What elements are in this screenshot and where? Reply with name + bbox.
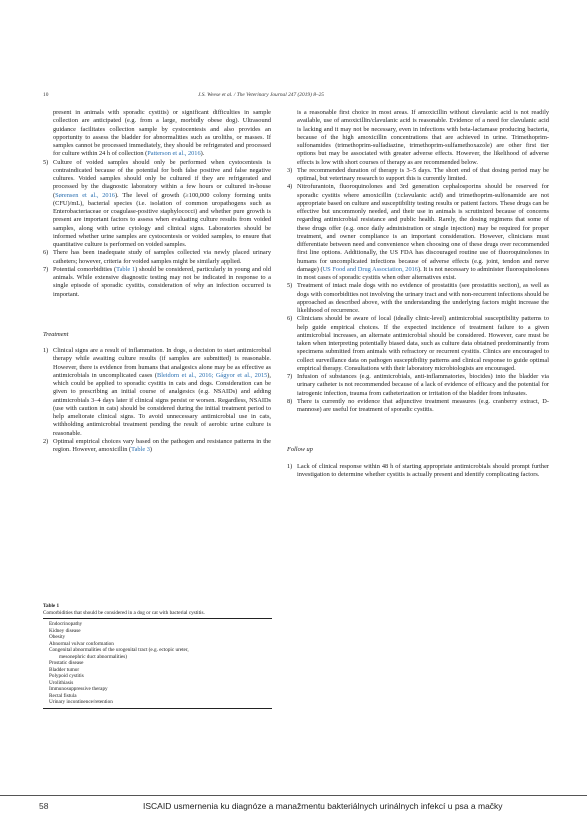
section-heading-treatment: Treatment [43, 330, 69, 338]
list-item-7: 7) Infusion of substances (e.g. antimicrobials, anti-inflammatories, biocides) into the bladder via urinary catheter is not recommended because of a lack of evidence of efficacy and the potential for iatrogenic infection, trauma from catheterization or irritation of the bladder from infusates. [287, 373, 549, 397]
list-item-6: 6) There has been inadequate study of samples collected via newly placed urinary catheters; however, criteria for voided samples might be similarly applied. [43, 249, 271, 265]
footer-title: ISCAID usmernenia ku diagnóze a manažmentu bakteriálnych urinálnych infekcí u psa a mačky [143, 801, 503, 811]
list-item-5: 5) Culture of voided samples should only be performed when cystocentesis is contraindicated because of the potential for both false positive and false negative cultures. Voided samples should only be cultured if they are refrigerated and processed by the diagnostic laboratory within a few hours or cultured in-house (Sørensen et al., 2016). The level of growth (≥100,000 colony forming units (CFU)/mL), bacterial species (i.e. isolation of common uropathogens such as Enterobacteriaceae or coagulase-positive staphylococci) and whether pure growth is present are important factors to assess when evaluating culture results from voided samples, along with urine cytology and clinical signs. Laboratories should be informed whether urine samples are cystocentesis or voided samples, to ensure that quantitative culture is performed on voided samples. [43, 158, 271, 248]
table-row: Urinary incontinence/retention [49, 699, 113, 705]
list-item-8: 8) There is currently no evidence that adjunctive treatment measures (e.g. cranberry extract, D-mannose) are useful for treatment of sporadic cystitis. [287, 397, 549, 413]
table-1 [43, 603, 272, 709]
table-link[interactable]: Table 3 [131, 446, 150, 453]
citation-link[interactable]: US Food and Drug Association, 2016 [322, 265, 418, 273]
footer-divider [0, 795, 587, 796]
table-row: Endocrinopathy [49, 621, 83, 627]
right-column [287, 109, 549, 479]
table-link[interactable]: Table 1 [116, 265, 136, 273]
table-row: Prostatic disease [49, 660, 84, 666]
footer-page-number: 58 [39, 801, 49, 811]
list-item-6: 6) Clinicians should be aware of local (ideally clinic-level) antimicrobial susceptibility patterns to help guide empirical choices. If the expected incidence of treatment failure to a given antimicrobial increases, an alternate antimicrobial should be considered. However, care must be taken when interpreting potentially biased data, such as culture data obtained predominantly from specimens submitted from animals with refractory or recurrent cystitis. Clinics are encouraged to collect surveillance data on pathogen susceptibility patterns and clinical response to guide optimal empirical therapy. Consultations with their laboratory microbiologists are encouraged. [287, 315, 549, 372]
table-row: Congenital abnormalities of the urogenital tract (e.g. ectopic ureter, [49, 647, 189, 653]
list-item-5: 5) Treatment of intact male dogs with no evidence of prostatitis (see prostatitis section), as well as dogs with comorbidities not involving the urinary tract and with non-recurrent infections should be approached as described above, with the understanding the underlying factors might increase the likelihood of recurrence. [287, 282, 549, 314]
follow-up-item-1: 1) Lack of clinical response within 48 h of starting appropriate antimicrobials should prompt further investigation to determine whether cystitis is actually present and identify complicating factors. [287, 462, 549, 478]
paragraph-intro: present in animals with sporadic cystitis) or significant difficulties in sample collection are anticipated (e.g. from a large, morbidly obese dog). Ultrasound guidance facilitates collection sample by cystocentesis and also provides an opportunity to assess the bladder for abnormalities such as uroliths, or masses. If samples cannot be processed immediately, they should be refrigerated and processed for culture within 24 h of collection (Patterson et al., 2016). [53, 109, 271, 158]
table-caption: Comorbidities that should be considered in a dog or cat with bacterial cystitis. [43, 609, 205, 616]
treatment-item-1: 1) Clinical signs are a result of inflammation. In dogs, a decision to start antimicrobial therapy while awaiting culture results (if samples are submitted) is reasonable. However, there is evidence from humans that analgesics alone may be as effective as antimicrobials in uncomplicated cases (Bleidorn et al., 2016; Gágyor et al., 2015), which could be applied to sporadic cystitis in cats and dogs. Consideration can be given to prescribing an initial course of analgesics (e.g. NSAIDs) and adding antimicrobials 3–4 days later if clinical signs persist or worsen. Regardless, NSAIDs (use with caution in cats) should be considered during the initial treatment period to help ameliorate clinical signs. To avoid unnecessary antimicrobial use in cats, withholding antimicrobial treatment pending the result of aerobic urine culture is reasonable. [43, 347, 271, 437]
list-item-7: 7) Potential comorbidities (Table 1) should be considered, particularly in young and old animals. While extensive diagnostic testing may not be indicated in response to a single episode of sporadic cystitis, consideration of why an infection occurred is important. [43, 265, 271, 298]
paragraph-continued: is a reasonable first choice in most areas. If amoxicillin without clavulanic acid is not readily available, use of amoxicillin/clavulanic acid is reasonable. Evidence of a need for clavulanic acid is lacking and it may not be necessary, even in infections with beta-lactamase producing bacteria, because of the high amoxicillin concentrations that are achieved in urine. Trimethoprim-sulfonamides (trimethoprim-sulfadiazine, trimethoprim-sulfamethoxazole) are other first tier options but may be associated with greater adverse effects. However, the likelihood of adverse effects is low with short courses of therapy as are recommended below. [297, 109, 549, 166]
citation-link[interactable]: Sørensen et al., 2016 [55, 191, 115, 199]
citation-link[interactable]: Bleidorn et al., 2016; Gágyor et al., 2015 [156, 371, 268, 379]
table-row: Rectal fistula [49, 692, 77, 699]
left-column [43, 109, 271, 454]
treatment-item-2: 2) Optimal empirical choices vary based on the pathogen and resistance patterns in the region. However, amoxicillin (Table 3) [43, 437, 271, 453]
table-row: Urolithiasis [49, 679, 74, 686]
table-rows [43, 619, 272, 708]
table-row: Kidney disease [49, 627, 81, 634]
table-row: Obesity [49, 634, 66, 640]
table-title: Table 1 [43, 603, 60, 609]
header-journal-citation: J.S. Weese et al. / The Veterinary Journal 247 (2019) 8–25 [198, 92, 325, 98]
table-row: Immunosuppressive therapy [49, 686, 108, 692]
citation-link[interactable]: Patterson et al., 2016 [147, 150, 201, 158]
table-row: mesonephric duct abnormalities) [59, 653, 127, 660]
section-heading-follow-up: Follow up [287, 446, 313, 454]
table-row: Abnormal vulvar conformation [49, 640, 114, 647]
table-row: Bladder tumor [49, 666, 80, 673]
list-item-4: 4) Nitrofurantoin, fluoroquinolones and 3rd generation cephalosporins should be reserved for sporadic cystitis where amoxicillin (±clavulanic acid) and trimethoprim-sulfonamide are not appropriate based on culture and susceptibility testing results or patient factors. These drugs can be effective but uncommonly needed, and their use in animals is scrutinized because of concerns regarding antimicrobial resistance and public health. Rarely, the dosing regimens that some of these drugs offer (e.g. once daily administration or single injection) may be required for proper treatment, and owner compliance is an important consideration. However, clinicians must differentiate between need and convenience when choosing one of these drugs over recommended first line options. Additionally, the US FDA has discouraged routine use of fluoroquinolones in humans for uncomplicated infections because of adverse effects (e.g. joint, tendon and nerve damage) (US Food and Drug Association, 2016). It is not necessary to administer fluoroquinolones in most cases of sporadic cystitis when other alternatives exist. [287, 183, 549, 281]
list-item-3: 3) The recommended duration of therapy is 3–5 days. The short end of that dosing period may be optimal, but veterinary research to support this is currently limited. [287, 166, 549, 182]
header-page-number: 10 [43, 92, 49, 98]
table-row: Polypoid cystitis [49, 673, 84, 679]
